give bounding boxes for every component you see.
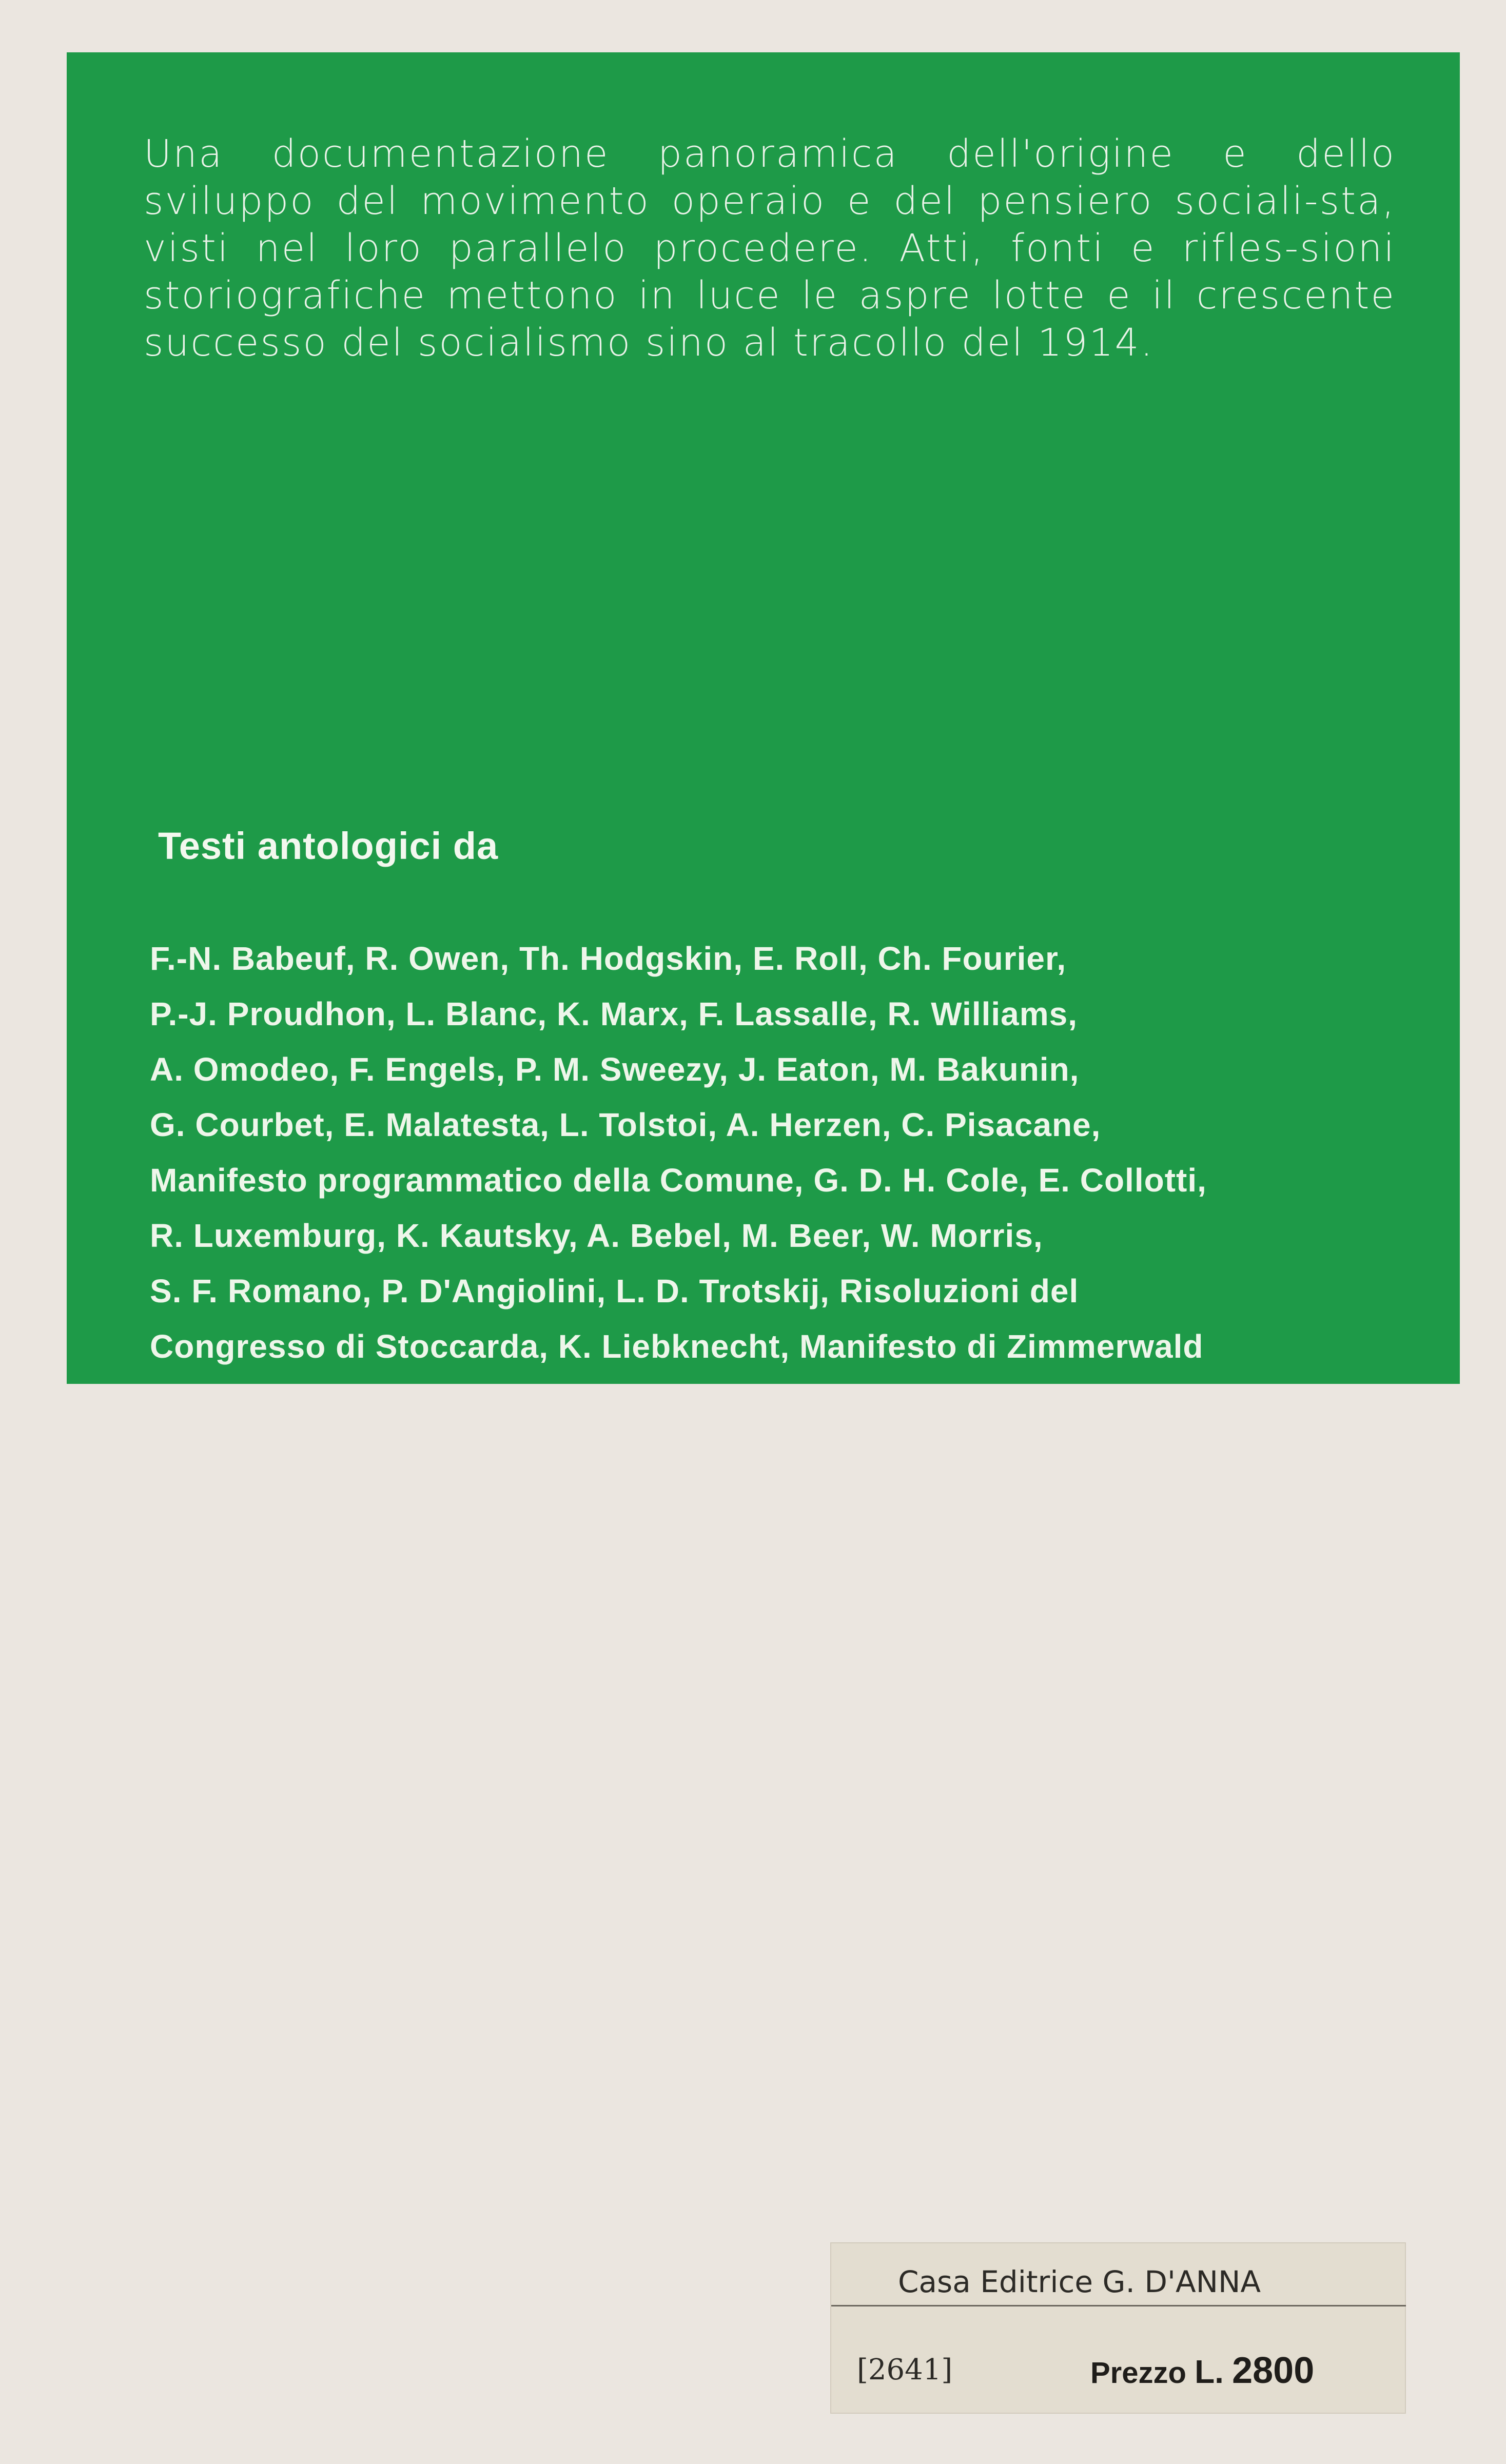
authors-line: R. Luxemburg, K. Kautsky, A. Bebel, M. Beer, W. Morris,	[150, 1217, 1043, 1254]
authors-line: Manifesto programmatico della Comune, G. D. H. Cole, E. Collotti,	[150, 1162, 1207, 1199]
cover-panel	[67, 52, 1460, 1384]
price-prefix: Prezzo	[1090, 2356, 1186, 2390]
authors-line: P.-J. Proudhon, L. Blanc, K. Marx, F. Lassalle, R. Williams,	[150, 995, 1078, 1032]
anthology-heading: Testi antologici da	[158, 825, 499, 867]
authors-line: Congresso di Stoccarda, K. Liebknecht, Manifesto di Zimmerwald	[150, 1328, 1204, 1365]
price-sticker	[830, 2242, 1406, 2414]
authors-list	[150, 931, 1422, 1374]
price-amount: 2800	[1232, 2350, 1315, 2391]
authors-line: A. Omodeo, F. Engels, P. M. Sweezy, J. Eaton, M. Bakunin,	[150, 1051, 1080, 1088]
price-text	[1090, 2350, 1314, 2394]
authors-line: G. Courbet, E. Malatesta, L. Tolstoi, A. Herzen, C. Pisacane,	[150, 1106, 1101, 1143]
authors-line: S. F. Romano, P. D'Angiolini, L. D. Trotskij, Risoluzioni del	[150, 1273, 1079, 1309]
price-currency: L.	[1195, 2353, 1224, 2390]
catalog-code: [2641]	[857, 2353, 953, 2387]
publisher-name: Casa Editrice G. D'ANNA	[898, 2264, 1261, 2299]
blurb-text: Una documentazione panoramica dell'origine e dello sviluppo del movimento operaio e del pensiero sociali-sta, visti nel loro parallelo procedere. Atti, fonti e rifles-sioni storiografiche mettono in luce le aspre lotte e il crescente successo del socialismo sino al tracollo del 1914.	[144, 132, 1396, 365]
authors-line: F.-N. Babeuf, R. Owen, Th. Hodgskin, E. Roll, Ch. Fourier,	[150, 940, 1067, 977]
label-divider	[831, 2305, 1406, 2306]
